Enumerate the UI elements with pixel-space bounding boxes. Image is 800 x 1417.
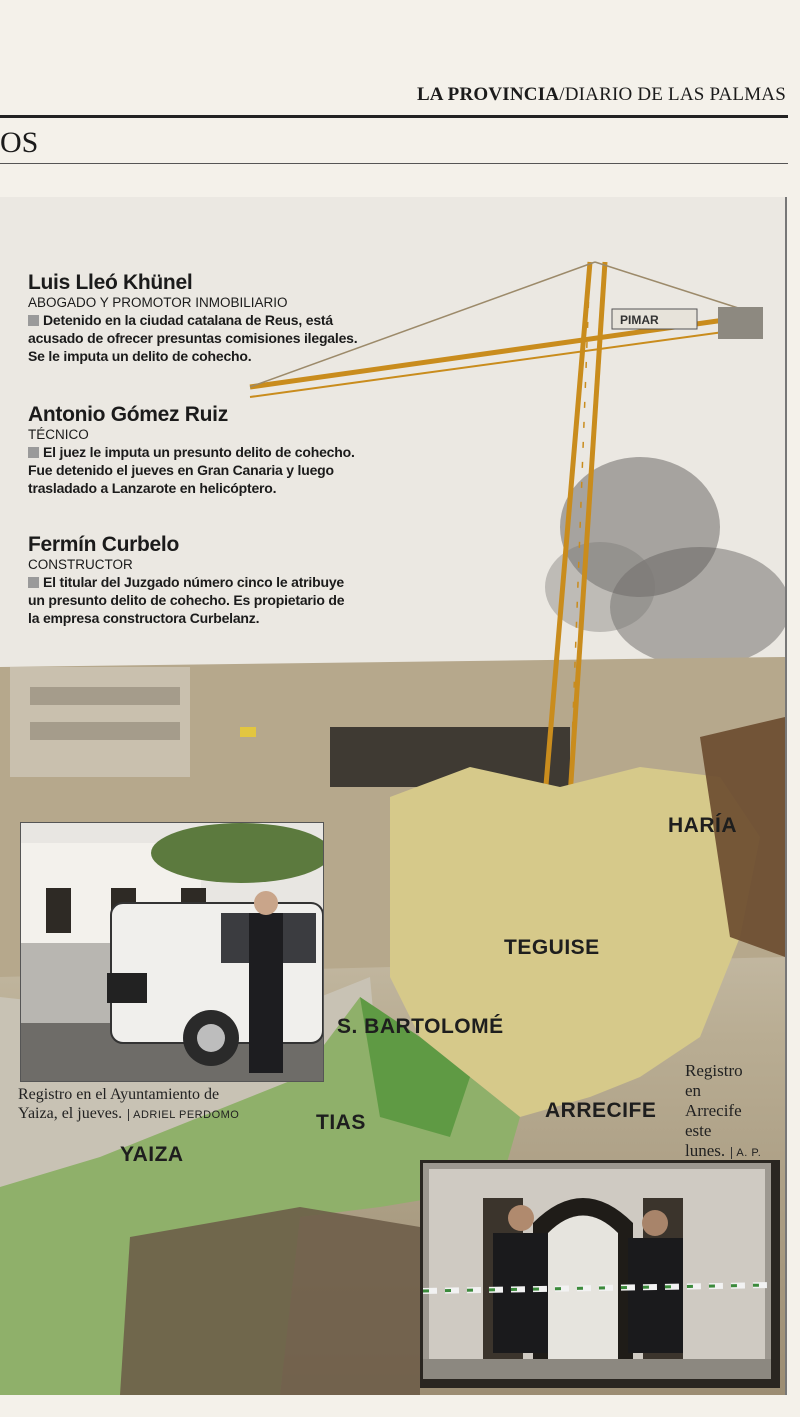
publication-subtitle: /DIARIO DE LAS PALMAS — [559, 84, 786, 105]
bio-luis-lleo — [28, 271, 358, 365]
bio-fermin-curbelo — [28, 533, 358, 627]
caption-yaiza — [18, 1085, 308, 1125]
place-yaiza: YAIZA — [120, 1143, 184, 1166]
section-title-fragment: OS — [0, 126, 39, 159]
person-name: Luis Lleó Khünel — [28, 271, 193, 294]
person-description: Detenido en la ciudad catalana de Reus, está acusado de ofrecer presuntas comisiones ilegales. Se le imputa un delito de cohecho. — [28, 312, 358, 364]
caption-yaiza-line2: Yaiza, el jueves. — [18, 1105, 123, 1122]
bullet-square-icon — [28, 577, 39, 588]
person-description: El juez le imputa un presunto delito de cohecho. Fue detenido el jueves en Gran Canaria y luego trasladado a Lanzarote en helicóptero. — [28, 444, 355, 496]
caption-arrecife: Registro en Arrecife este lunes. A. P. — [685, 1061, 762, 1160]
caption-yaiza-line1: Registro en el Ayuntamiento de — [18, 1086, 220, 1103]
publication-name: LA PROVINCIA — [416, 84, 560, 105]
infographic-panel — [0, 197, 787, 1395]
place-teguise: TEGUISE — [504, 936, 600, 959]
place-tias: TIAS — [316, 1111, 366, 1134]
section-rule — [0, 163, 788, 164]
bullet-square-icon — [28, 315, 39, 326]
person-role: ABOGADO Y PROMOTOR INMOBILIARIO — [28, 295, 288, 310]
person-role: TÉCNICO — [28, 427, 89, 442]
place-san-bartolome: S. BARTOLOMÉ — [337, 1015, 504, 1038]
crane-sign-text: PIMAR — [620, 313, 659, 327]
person-description: El titular del Juzgado número cinco le atribuye un presunto delito de cohecho. Es propietario de la empresa constructora Curbelanz. — [28, 574, 345, 626]
person-role: CONSTRUCTOR — [28, 557, 133, 572]
masthead — [417, 84, 786, 106]
photo-yaiza-town-hall — [20, 822, 324, 1082]
credit-yaiza: ADRIEL PERDOMO — [128, 1109, 239, 1121]
bullet-square-icon — [28, 447, 39, 458]
photo-arrecife-registry — [420, 1160, 780, 1388]
credit-arrecife: A. P. — [731, 1147, 761, 1159]
place-haria: HARÍA — [668, 814, 737, 837]
photo-yaiza-illustration — [21, 823, 323, 1081]
person-name: Antonio Gómez Ruiz — [28, 403, 228, 426]
place-arrecife: ARRECIFE — [545, 1099, 657, 1122]
photo-arrecife-illustration — [423, 1163, 771, 1379]
masthead-rule — [0, 115, 788, 118]
bio-antonio-gomez — [28, 403, 358, 497]
person-name: Fermín Curbelo — [28, 533, 179, 556]
